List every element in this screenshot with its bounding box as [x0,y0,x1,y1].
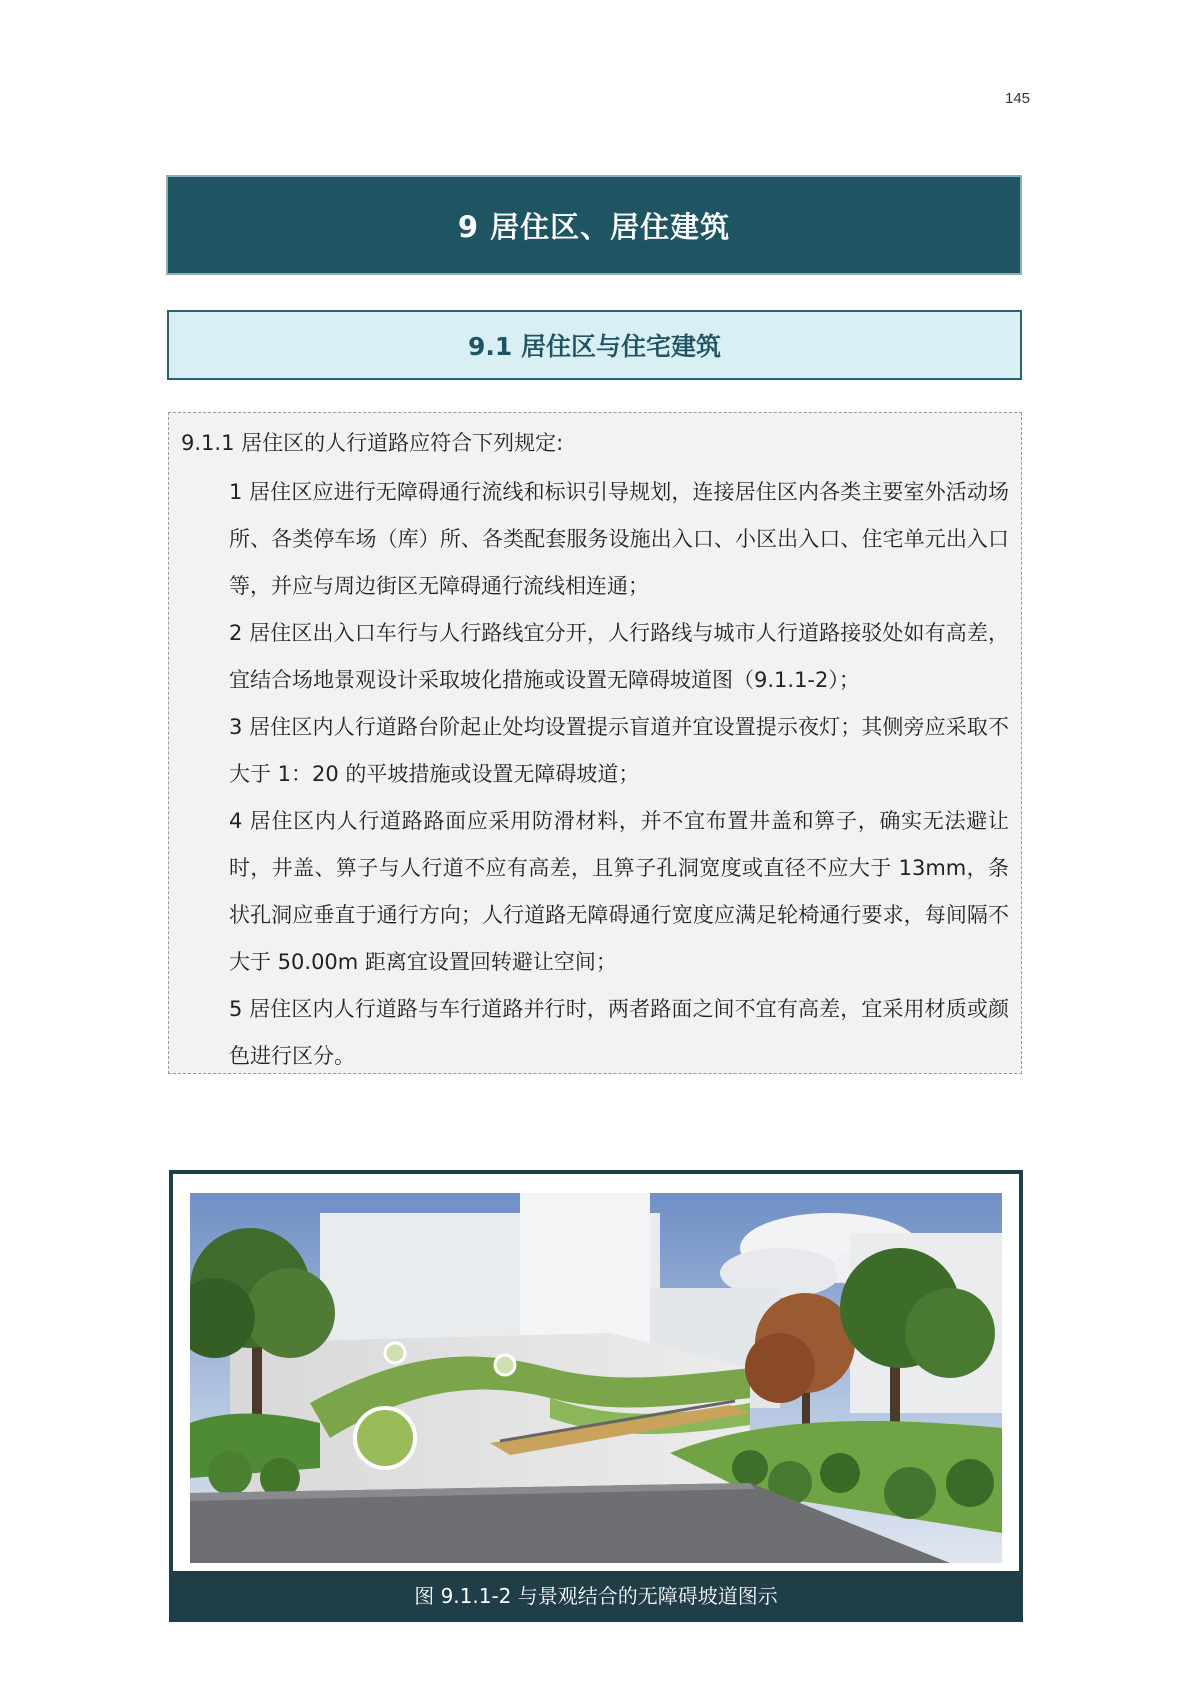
clause-item-5: 5 居住区内人行道路与车行道路并行时，两者路面之间不宜有高差，宜采用材质或颜色进行区分。 [229,997,1009,1068]
clause-item-2: 2 居住区出入口车行与人行路线宜分开，人行路线与城市人行道路接驳处如有高差，宜结合场地景观设计采取坡化措施或设置无障碍坡道图（9.1.1-2）； [229,621,1009,692]
landscape-ramp-illustration [190,1193,1002,1563]
page-number: 145 [1005,90,1031,107]
figure-caption-bar [173,1571,1019,1618]
clause-box [168,412,1022,1074]
clause-item-4: 4 居住区内人行道路路面应采用防滑材料，并不宜布置井盖和箅子，确实无法避让时，井盖、箅子与人行道不应有高差，且箅子孔洞宽度或直径不应大于 13mm，条状孔洞应垂直于通行方向；人行道路无障碍通行宽度应满足轮椅通行要求，每间隔不大于 50.00m 距离宜设置回转避让空间； [229,809,1009,974]
clause-item-3: 3 居住区内人行道路台阶起止处均设置提示盲道并宜设置提示夜灯；其侧旁应采取不大于 1：20 的平坡措施或设置无障碍坡道； [229,715,1009,786]
section-title: 9.1 居住区与住宅建筑 [468,332,721,361]
chapter-title: 9 居住区、居住建筑 [457,209,731,244]
figure-box [169,1170,1023,1622]
clause-item-1: 1 居住区应进行无障碍通行流线和标识引导规划，连接居住区内各类主要室外活动场所、各类停车场（库）所、各类配套服务设施出入口、小区出入口、住宅单元出入口等，并应与周边街区无障碍通行流线相连通； [229,480,1009,598]
clause-items [229,469,1009,1080]
clause-heading: 9.1.1 居住区的人行道路应符合下列规定: [181,431,564,455]
section-header [167,310,1022,380]
chapter-header [166,175,1022,275]
figure-caption: 图 9.1.1-2 与景观结合的无障碍坡道图示 [414,1584,778,1608]
